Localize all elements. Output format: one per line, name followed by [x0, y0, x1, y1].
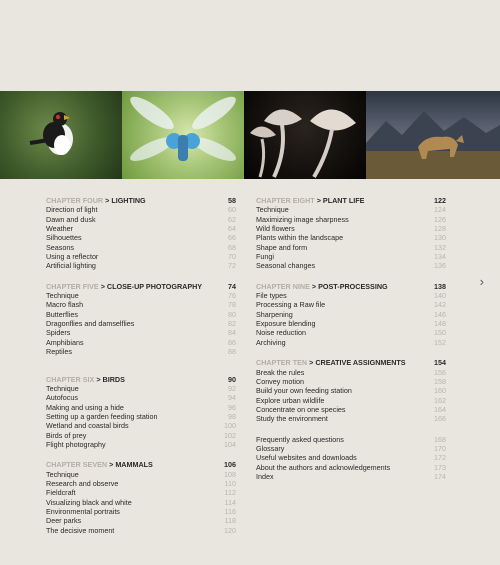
toc-section — [256, 358, 446, 423]
toc-entry[interactable]: Convey motion 158 — [256, 376, 446, 386]
toc-entry[interactable]: Exposure blending 148 — [256, 319, 446, 329]
toc-entry[interactable]: Birds of prey 102 — [46, 430, 236, 440]
toc-entry[interactable]: The decisive moment 120 — [46, 525, 236, 535]
chapter-heading[interactable]: CHAPTER NINE > POST-PROCESSING 138 — [256, 281, 446, 291]
toc-section — [46, 196, 236, 271]
chapter-heading[interactable]: CHAPTER FOUR > LIGHTING 58 — [46, 196, 236, 205]
toc-entry[interactable]: Flight photography 104 — [46, 439, 236, 449]
toc-entry[interactable]: Shape and form 132 — [256, 242, 446, 252]
fungi-photo — [244, 91, 366, 179]
toc-entry[interactable]: Frequently asked questions 168 — [256, 434, 446, 444]
landscape-animal-photo — [366, 91, 500, 179]
toc-section — [256, 196, 446, 271]
toc-entry[interactable]: Technique 108 — [46, 469, 236, 479]
chapter-heading[interactable]: CHAPTER SIX > BIRDS 90 — [46, 374, 236, 384]
toc-entry[interactable]: File types 140 — [256, 291, 446, 301]
back-matter-section — [256, 435, 446, 482]
toc-entry[interactable]: Autofocus 94 — [46, 393, 236, 403]
chapter-heading[interactable]: CHAPTER EIGHT > PLANT LIFE 122 — [256, 196, 446, 205]
chapter-heading[interactable]: CHAPTER TEN > CREATIVE ASSIGNMENTS 154 — [256, 358, 446, 368]
toc-entry[interactable]: Dawn and dusk 62 — [46, 214, 236, 224]
toc-entry[interactable]: Silhouettes 66 — [46, 233, 236, 243]
toc-section — [46, 282, 236, 357]
toc-entry[interactable]: Weather 64 — [46, 224, 236, 234]
toc-entry[interactable]: Fungi 134 — [256, 252, 446, 262]
toc-entry[interactable]: Technique 92 — [46, 383, 236, 393]
toc-entry[interactable]: Macro flash 78 — [46, 300, 236, 310]
toc-left-column — [46, 196, 236, 546]
toc-entry[interactable]: Plants within the landscape 130 — [256, 233, 446, 243]
next-page-chevron-icon[interactable]: › — [479, 274, 484, 289]
toc-entry[interactable]: Seasons 68 — [46, 242, 236, 252]
toc-entry[interactable]: Seasonal changes 136 — [256, 261, 446, 271]
toc-right-column — [256, 196, 446, 492]
toc-entry[interactable]: Maximizing image sharpness 126 — [256, 214, 446, 224]
toc-entry[interactable]: Spiders 84 — [46, 328, 236, 338]
toc-section — [256, 282, 446, 347]
toc-entry[interactable]: Study the environment 166 — [256, 414, 446, 424]
toc-entry[interactable]: Index 174 — [256, 471, 446, 481]
toc-entry[interactable]: Dragonflies and damselflies 82 — [46, 319, 236, 329]
toc-entry[interactable]: Glossary 170 — [256, 443, 446, 453]
chapter-heading[interactable]: CHAPTER SEVEN > MAMMALS 106 — [46, 460, 236, 470]
toc-entry[interactable]: Technique 76 — [46, 291, 236, 301]
toc-entry[interactable]: Using a reflector 70 — [46, 252, 236, 262]
toc-entry[interactable]: Break the rules 156 — [256, 367, 446, 377]
toc-entry[interactable]: Technique 124 — [256, 205, 446, 215]
toc-entry[interactable]: Butterflies 80 — [46, 309, 236, 319]
toc-entry[interactable]: About the authors and acknowledgements 173 — [256, 462, 446, 472]
toc-entry[interactable]: Reptiles 88 — [46, 347, 236, 357]
toc-entry[interactable]: Explore urban wildlife 162 — [256, 395, 446, 405]
toc-entry[interactable]: Amphibians 86 — [46, 337, 236, 347]
toc-entry[interactable]: Artificial lighting 72 — [46, 261, 236, 271]
toc-entry[interactable]: Fieldcraft 112 — [46, 488, 236, 498]
toc-section — [46, 375, 236, 450]
toc-entry[interactable]: Useful websites and downloads 172 — [256, 453, 446, 463]
toc-entry[interactable]: Concentrate on one species 164 — [256, 404, 446, 414]
toc-entry[interactable]: Deer parks 118 — [46, 516, 236, 526]
toc-entry[interactable]: Making and using a hide 96 — [46, 402, 236, 412]
bird-photo — [0, 91, 122, 179]
toc-entry[interactable]: Wetland and coastal birds 100 — [46, 421, 236, 431]
toc-entry[interactable]: Direction of light 60 — [46, 205, 236, 215]
toc-entry[interactable]: Archiving 152 — [256, 337, 446, 347]
toc-entry[interactable]: Noise reduction 150 — [256, 328, 446, 338]
toc-entry[interactable]: Environmental portraits 116 — [46, 506, 236, 516]
toc-entry[interactable]: Build your own feeding station 160 — [256, 386, 446, 396]
toc-entry[interactable]: Wild flowers 128 — [256, 224, 446, 234]
toc-entry[interactable]: Sharpening 146 — [256, 309, 446, 319]
damselfly-photo — [122, 91, 244, 179]
toc-entry[interactable]: Visualizing black and white 114 — [46, 497, 236, 507]
photo-strip — [0, 91, 500, 179]
toc-entry[interactable]: Setting up a garden feeding station 98 — [46, 411, 236, 421]
toc-section — [46, 460, 236, 535]
toc-entry[interactable]: Processing a Raw file 142 — [256, 300, 446, 310]
chapter-heading[interactable]: CHAPTER FIVE > CLOSE-UP PHOTOGRAPHY 74 — [46, 281, 236, 291]
toc-entry[interactable]: Research and observe 110 — [46, 478, 236, 488]
